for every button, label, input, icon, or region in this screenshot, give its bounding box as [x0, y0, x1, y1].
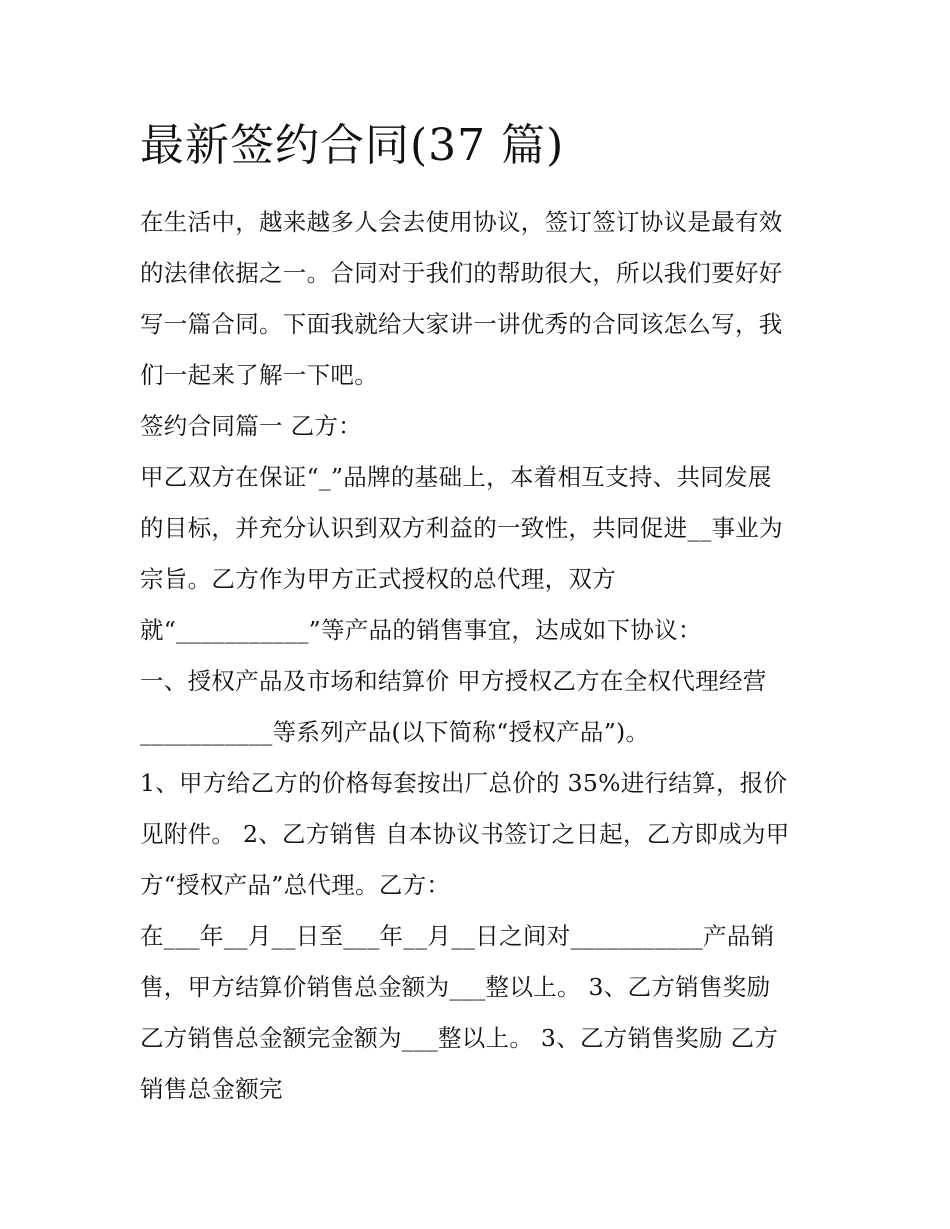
body-line: 售，甲方结算价销售总金额为___整以上。 3、乙方销售奖励 — [140, 973, 771, 1001]
clause-heading-line: 一、授权产品及市场和结算价 甲方授权乙方在全权代理经营 — [140, 667, 767, 695]
body-line: 写一篇合同。下面我就给大家讲一讲优秀的合同该怎么写，我 — [140, 310, 783, 338]
body-line: 在___年__月__日至___年__月__日之间对___________产品销 — [140, 922, 775, 950]
body-line: 的目标，并充分认识到双方利益的一致性，共同促进__事业为 — [140, 514, 783, 542]
document-body — [140, 197, 820, 1115]
body-line: ___________等系列产品(以下简称“授权产品”)。 — [140, 718, 650, 746]
body-line: 的法律依据之一。合同对于我们的帮助很大，所以我们要好好 — [140, 259, 783, 287]
body-line: 1、甲方给乙方的价格每套按出厂总价的 35%进行结算，报价 — [140, 769, 788, 797]
document-title: 最新签约合同(37 篇) — [140, 120, 565, 171]
body-line: 就“___________”等产品的销售事宜，达成如下协议： — [140, 616, 702, 644]
body-line: 方“授权产品”总代理。乙方： — [140, 871, 451, 899]
body-line: 销售总金额完 — [140, 1075, 283, 1103]
body-line: 见附件。 2、乙方销售 自本协议书签订之日起，乙方即成为甲 — [140, 820, 790, 848]
body-line: 宗旨。乙方作为甲方正式授权的总代理，双方 — [140, 565, 616, 593]
section-heading-line: 签约合同篇一 乙方： — [140, 412, 362, 440]
body-line: 们一起来了解一下吧。 — [140, 361, 378, 389]
body-line: 乙方销售总金额完金额为___整以上。 3、乙方销售奖励 乙方 — [140, 1024, 779, 1052]
body-line: 甲乙双方在保证“_”品牌的基础上，本着相互支持、共同发展 — [140, 463, 772, 491]
body-line: 在生活中，越来越多人会去使用协议，签订签订协议是最有效 — [140, 208, 783, 236]
